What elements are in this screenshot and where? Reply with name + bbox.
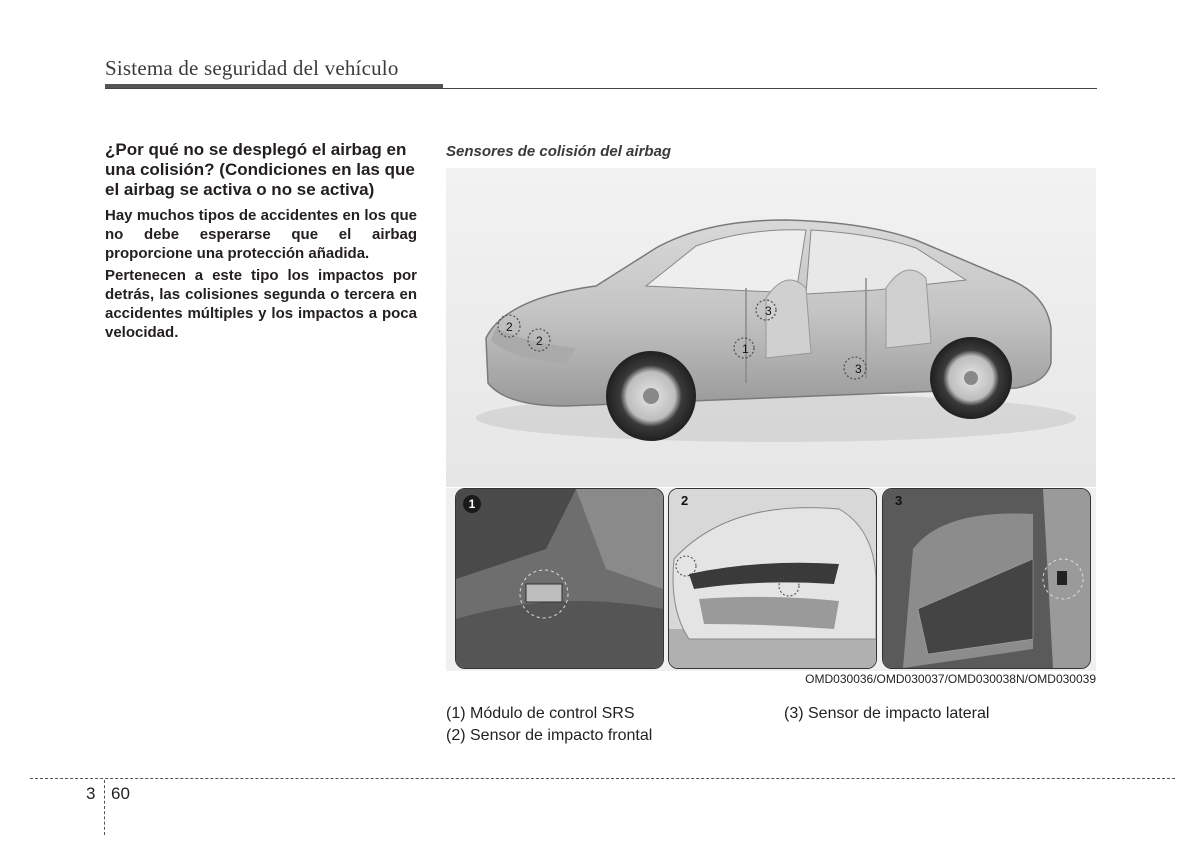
car-drawing (446, 168, 1096, 487)
footer-rule (30, 778, 1175, 779)
paragraph-2: Pertenecen a este tipo los impactos por detrás, las colisiones segunda o tercera en accidentes múltiples y los impactos a poca velocidad. (105, 267, 417, 341)
paragraph-1: Hay muchos tipos de accidentes en los que no debe esperarse que el airbag proporcione una protección añadida. (105, 207, 417, 262)
header-rule (105, 88, 1097, 89)
interior-floor-drawing (456, 489, 663, 668)
legend-item-1: (1) Módulo de control SRS (446, 705, 635, 722)
car-illustration (446, 168, 1096, 487)
inset-photos (446, 488, 1096, 671)
inset-number: 2 (681, 493, 689, 508)
image-code: OMD030036/OMD030037/OMD030038N/OMD030039 (805, 672, 1096, 686)
footer-divider (104, 780, 105, 835)
inset-side-sensor (882, 488, 1091, 669)
chapter-number: 3 (86, 784, 96, 803)
section-heading: ¿Por qué no se desplegó el airbag en una colisión? (Condiciones en las que el airbag se activa o no se activa) (105, 140, 415, 199)
car-front-drawing (669, 489, 876, 668)
page-number: 60 (111, 784, 130, 803)
sensor-label: 3 (855, 362, 862, 376)
sensor-label: 2 (536, 334, 543, 348)
legend-item-3: (3) Sensor de impacto lateral (784, 705, 990, 722)
left-column (105, 140, 417, 345)
sensor-label: 2 (506, 320, 513, 334)
page-header-title: Sistema de seguridad del vehículo (105, 56, 399, 80)
sensor-label: 1 (742, 342, 749, 356)
legend-item-2: (2) Sensor de impacto frontal (446, 727, 653, 744)
inset-number: 3 (895, 493, 903, 508)
sensor-label: 3 (765, 304, 772, 318)
inset-srs-module (455, 488, 664, 669)
inset-front-sensor (668, 488, 877, 669)
door-interior-drawing (883, 489, 1090, 668)
figure-caption: Sensores de colisión del airbag (446, 143, 672, 160)
inset-badge: 1 (463, 495, 481, 513)
